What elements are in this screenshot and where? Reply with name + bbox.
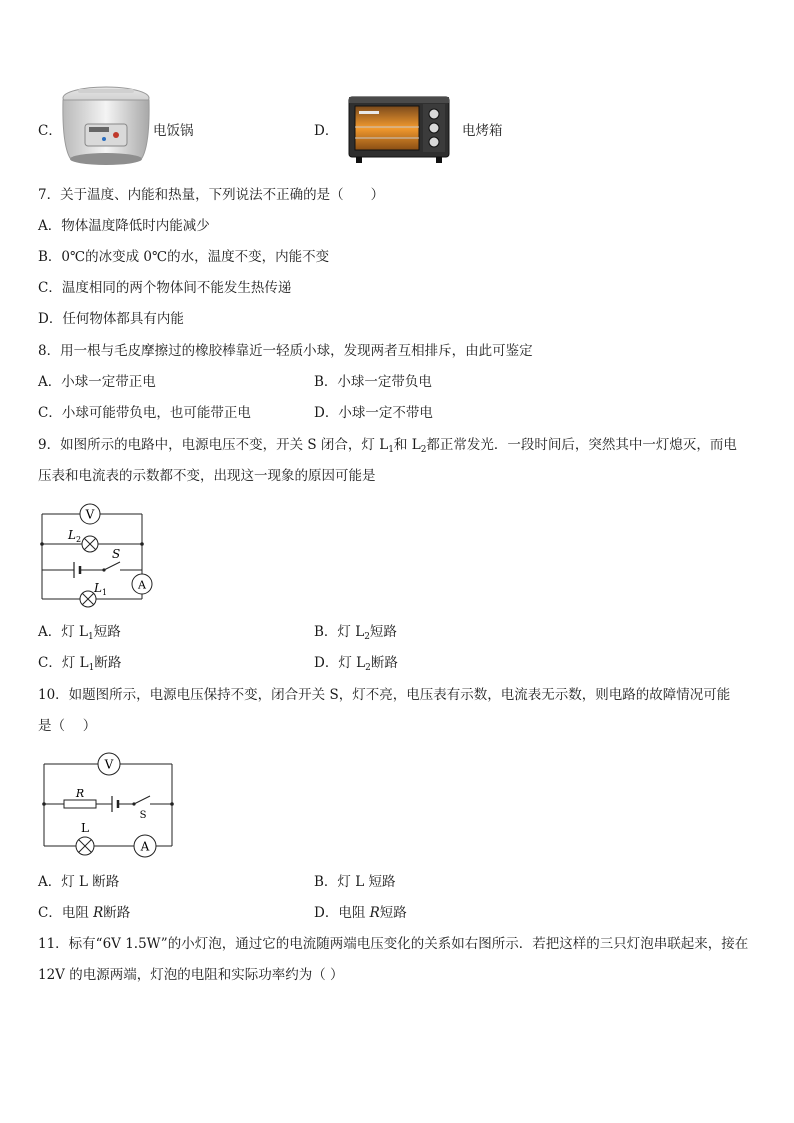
q6-option-c-letter: C．: [38, 123, 62, 139]
q10-option-c: C．电阻 R断路: [38, 905, 131, 921]
q7-option-b: B．0℃的冰变成 0℃的水，温度不变，内能不变: [38, 249, 330, 265]
q9-l1-subscript: 1: [102, 588, 108, 597]
q10-resistor-label: R: [75, 787, 85, 800]
q9-option-b: B．灯 $L_2$短路: [314, 624, 397, 642]
q11-stem-line1: 11．标有“6V 1.5W”的小灯泡，通过它的电流随两端电压变化的关系如右图所示．若把这样的三只灯泡串联起来，接在: [38, 936, 749, 952]
q10-option-b: B．灯 L 短路: [314, 874, 396, 890]
q10-lamp-label: L: [81, 821, 89, 835]
q10-option-a: A．灯 L 断路: [38, 874, 120, 890]
q10-switch-label: S: [139, 810, 147, 821]
q8-stem: 8．用一根与毛皮摩擦过的橡胶棒靠近一轻质小球，发现两者互相排斥，由此可鉴定: [38, 343, 533, 359]
q10-voltmeter-label: V: [104, 757, 114, 772]
q10-ammeter-label: A: [140, 839, 150, 854]
electric-oven-image: [348, 94, 450, 166]
q9-voltmeter-label: V: [85, 507, 95, 522]
q10-option-d: D．电阻 R短路: [314, 905, 407, 921]
q9-option-a: A．灯 $L_1$短路: [38, 624, 121, 642]
q8-option-d: D．小球一定不带电: [314, 405, 433, 421]
q7-stem: 7．关于温度、内能和热量，下列说法不正确的是（ ）: [38, 187, 385, 203]
q7-option-a: A．物体温度降低时内能减少: [38, 218, 210, 234]
q9-option-d: D．灯 $L_2$断路: [314, 655, 398, 673]
q9-stem-line1: 9．如图所示的电路中，电源电压不变，开关 S 闭合，灯 $L_1$和 $L_2$都正常发光．一段时间后，突然其中一灯熄灭，而电: [38, 437, 737, 455]
q9-switch-label: S: [112, 547, 121, 561]
q6-option-d-name: 电烤箱: [462, 123, 503, 139]
q8-option-c: C．小球可能带负电，也可能带正电: [38, 405, 251, 421]
q9-circuit-diagram: [36, 502, 160, 608]
q11-stem-line2: 12V 的电源两端，灯泡的电阻和实际功率约为（ ）: [38, 967, 344, 983]
q9-option-c: C．灯 $L_1$断路: [38, 655, 122, 673]
q10-stem-line1: 10．如题图所示，电源电压保持不变，闭合开关 S，灯不亮，电压表有示数，电流表无示数，则电路的故障情况可能: [38, 687, 731, 703]
q7-option-c: C．温度相同的两个物体间不能发生热传递: [38, 280, 292, 296]
q9-l2-subscript: 2: [76, 535, 82, 544]
q9-l2-label: L: [68, 528, 76, 542]
q6-option-c-name: 电饭锅: [153, 123, 194, 139]
q10-stem-line2: 是（ ）: [38, 718, 97, 734]
q10-circuit-diagram: [38, 752, 178, 860]
q8-option-a: A．小球一定带正电: [38, 374, 156, 390]
q8-option-b: B．小球一定带负电: [314, 374, 432, 390]
q9-ammeter-label: A: [138, 578, 146, 592]
rice-cooker-image: [58, 84, 154, 168]
q9-stem-line2: 压表和电流表的示数都不变，出现这一现象的原因可能是: [38, 468, 376, 484]
q6-option-d-letter: D．: [314, 123, 339, 139]
q9-l1-label: L: [94, 581, 102, 595]
q7-option-d: D．任何物体都具有内能: [38, 311, 184, 327]
